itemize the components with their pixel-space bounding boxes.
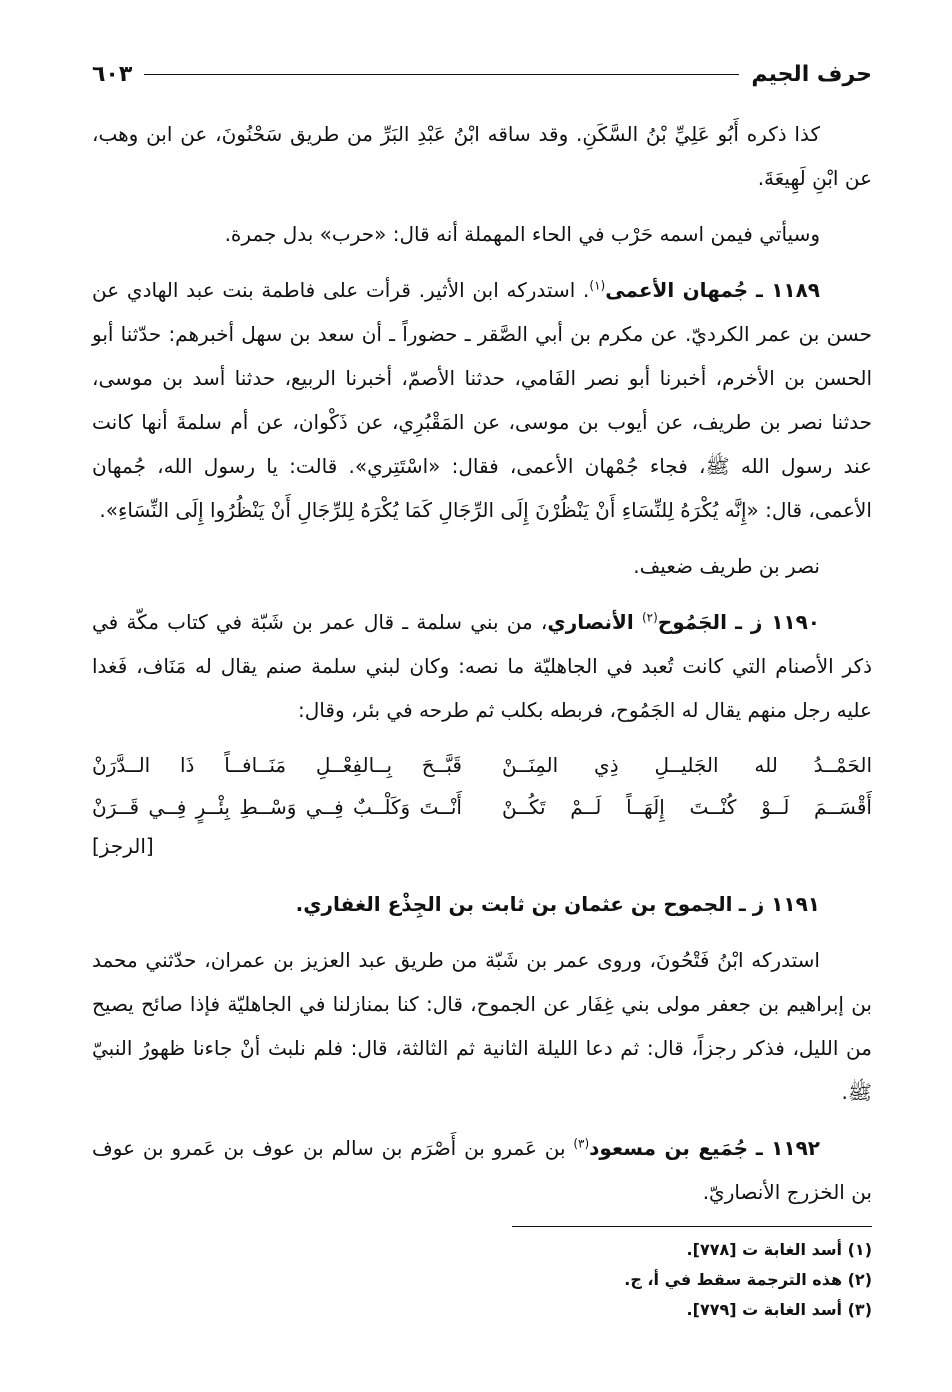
chapter-title: حرف الجيم	[751, 61, 872, 87]
footnote: (١) أسد الغابة ت [٧٧٨].	[686, 1240, 872, 1259]
verse-hemistich: الحَمْــدُ لله الجَليــلِ ذِي المِنَــنْ	[502, 753, 872, 777]
footnote-ref: (٢)	[641, 610, 658, 625]
page-body	[92, 112, 872, 1325]
paragraph: استدركه ابْنُ فَتْحُونَ، وروى عمر بن شَبّة من طريق عبد العزيز بن عمران، حدّثني محمد بن إبراهيم بن جعفر مولى بني غِفَار عن الجموح، قال: كنا بمنازلنا في الجاهليّة فإذا صائح يصيح من الليل، فذكر رجزاً، قال: ثم دعا الليلة الثانية ثم الثالثة، قال: فلم نلبث أنْ جاءنا ظهورُ النبيّ ﷺ.	[92, 948, 872, 1104]
entry-number: ١١٩٢ ـ	[755, 1136, 820, 1160]
entry-text: ، من بني سلمة ـ قال عمر بن شَبّة في كتاب مكّة في ذكر الأصنام التي كانت تُعبد في الجاهليّة ما نصه: وكان لبني سلمة صنم يقال له مَنَاف، فَغدا عليه رجل منهم يقال له الجَمُوح، فربطه بكلب ثم طرحه في بئر، وقال:	[92, 610, 872, 722]
entry-1191	[92, 882, 872, 926]
entry-name-nisba: الأنصاري	[547, 610, 634, 634]
entry-1189	[92, 268, 872, 532]
entry-text: بن عَمرو بن أَصْرَم بن سالم بن عوف بن عَمرو بن عوف بن الخزرج الأنصاريّ.	[92, 1136, 872, 1204]
entry-number: ١١٩١ ز ـ	[738, 892, 820, 916]
footnote: (٢) هذه الترجمة سقط في أ، ج.	[624, 1270, 872, 1289]
entry-number: ١١٩٠ ز ـ	[735, 610, 821, 634]
paragraph: نصر بن طريف ضعيف.	[633, 554, 820, 578]
footnote-ref: (١)	[589, 278, 606, 293]
footnote: (٣) أسد الغابة ت [٧٧٩].	[686, 1300, 872, 1319]
verse-hemistich: قَبَّــحَ بِــالفِعْــلِ مَنَــافــاً ذَا الــدَّرَنْ	[92, 753, 462, 777]
entry-1192	[92, 1126, 872, 1214]
footnote-rule	[512, 1226, 872, 1227]
entry-name: الجموح بن عثمان بن ثابت بن الجِذْع الغفاري.	[295, 892, 733, 916]
entry-name: جُمهان الأعمى	[605, 278, 749, 302]
entry-name: الجَمُوح	[657, 610, 727, 634]
verse-hemistich: أَقْسَــمَ لَــوْ كُنْــتَ إِلَهَــاً لَــمْ تَكُــنْ	[502, 795, 872, 819]
footnote-ref: (٣)	[573, 1136, 590, 1151]
entry-number: ١١٨٩ ـ	[755, 278, 821, 302]
entry-1190	[92, 600, 872, 732]
entry-text: . استدركه ابن الأثير. قرأت على فاطمة بنت عبد الهادي عن حسن بن عمر الكرديّ. عن مكرم بن أبي الصَّقر ـ حضوراً ـ أن سعد بن سهل أخبرهم: حدّثنا أبو الحسن بن الأخرم، أخبرنا أبو نصر الفَامي، حدثنا الأصمّ، أخبرنا الربيع، حدثنا أسد بن موسى، حدثنا نصر بن طريف، عن أيوب بن موسى، عن المَقْبُرِي، عن ذَكْوان، عن أم سلمةَ أنها كانت عند رسول الله ﷺ، فجاء جُمْهان الأعمى، فقال: «اسْتَتِري». قالت: يا رسول الله، جُمهان الأعمى، قال: «إِنَّه يُكْرَهُ لِلنِّسَاءِ أَنْ يَنْظُرْنَ إِلَى الرِّجَالِ كَمَا يُكْرَهُ لِلرِّجَالِ أَنْ يَنْظُرُوا إِلَى النِّسَاءِ».	[92, 278, 872, 522]
paragraph: كذا ذكره أَبُو عَلِيِّ بْنُ السَّكَنِ. وقد ساقه ابْنُ عَبْدِ البَرِّ من طريق سَحْنُونَ، عن ابن وهب، عن ابْنِ لَهِيعَةَ.	[92, 122, 872, 190]
poem-meter: [الرجز]	[92, 834, 154, 858]
entry-name: جُمَيع بن مسعود	[589, 1136, 749, 1160]
running-header	[92, 52, 872, 96]
poem	[92, 744, 872, 828]
header-rule	[144, 74, 739, 75]
page-number: ٦٠٣	[92, 61, 133, 87]
paragraph: وسيأتي فيمن اسمه حَرْب في الحاء المهملة أنه قال: «حرب» بدل جمرة.	[224, 222, 820, 246]
verse-hemistich: أَنْــتَ وَكَلْــبٌ فِــي وَسْــطِ بِئْــرٍ فِــي قَــرَنْ	[92, 795, 462, 819]
